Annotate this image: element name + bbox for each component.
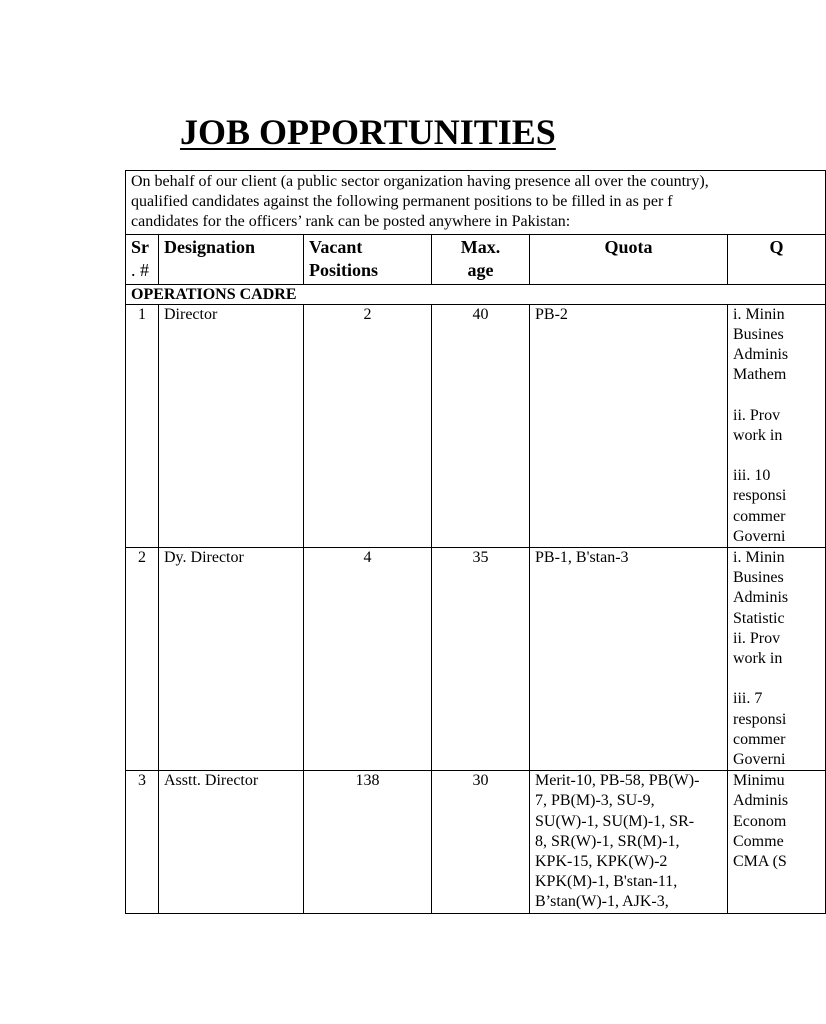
- row-designation: Dy. Director: [159, 548, 304, 771]
- qual-line: Adminis: [733, 346, 789, 364]
- row-sr: 3: [126, 771, 159, 913]
- table-row: [126, 771, 826, 913]
- row-designation: Asstt. Director: [159, 771, 304, 913]
- qual-line: ii. Prov: [733, 629, 781, 647]
- qual-line: i. Minin: [733, 549, 785, 567]
- qual-line: Adminis: [733, 792, 789, 810]
- cadre-label: OPERATIONS CADRE: [126, 284, 826, 304]
- header-sr-line2: . #: [131, 259, 149, 280]
- quota-line: 8, SR(W)-1, SR(M)-1,: [535, 832, 680, 850]
- qual-line: Statistic: [733, 609, 785, 627]
- quota-line: B’stan(W)-1, AJK-3,: [535, 893, 669, 911]
- row-vacant: 2: [304, 304, 432, 547]
- qual-line: responsi: [733, 710, 787, 728]
- qual-gap: [733, 385, 820, 405]
- intro-text: [126, 171, 826, 235]
- header-sr-line1: Sr: [131, 236, 149, 257]
- qual-line: iii. 10: [733, 467, 771, 485]
- qual-line: Econom: [733, 812, 787, 830]
- quota-line: KPK-15, KPK(W)-2: [535, 853, 668, 871]
- qual-gap: [733, 669, 820, 689]
- quota-line: SU(W)-1, SU(M)-1, SR-: [535, 812, 695, 830]
- qual-line: Governi: [733, 751, 786, 769]
- row-sr: 1: [126, 304, 159, 547]
- cadre-row: [126, 284, 826, 304]
- row-quota: [530, 304, 728, 547]
- job-table: [125, 170, 826, 914]
- header-maxage-line1: Max.: [460, 236, 501, 257]
- qual-line: Governi: [733, 527, 786, 545]
- qual-line: Busines: [733, 325, 784, 343]
- row-qualification: [728, 771, 826, 913]
- quota-line: KPK(M)-1, B'stan-11,: [535, 873, 678, 891]
- intro-row: [126, 171, 826, 235]
- qual-line: iii. 7: [733, 690, 763, 708]
- qual-line: i. Minin: [733, 305, 785, 323]
- header-max-age: [432, 234, 530, 284]
- quota-line: PB-1, B'stan-3: [535, 549, 629, 567]
- intro-line: candidates for the officers’ rank can be posted anywhere in Pakistan:: [131, 213, 571, 231]
- header-designation: Designation: [159, 234, 304, 284]
- qual-line: work in: [733, 426, 783, 444]
- quota-line: 7, PB(M)-3, SU-9,: [535, 792, 655, 810]
- row-qualification: [728, 548, 826, 771]
- quota-line: Merit-10, PB-58, PB(W)-: [535, 772, 700, 790]
- qual-line: ii. Prov: [733, 406, 781, 424]
- table-row: [126, 548, 826, 771]
- qual-line: work in: [733, 650, 783, 668]
- row-sr: 2: [126, 548, 159, 771]
- header-maxage-line2: age: [467, 259, 494, 280]
- quota-line: PB-2: [535, 305, 568, 323]
- row-vacant: 4: [304, 548, 432, 771]
- qual-line: commer: [733, 730, 786, 748]
- qual-line: Comme: [733, 832, 784, 850]
- table-row: [126, 304, 826, 547]
- row-designation: Director: [159, 304, 304, 547]
- row-qualification: [728, 304, 826, 547]
- page-title: JOB OPPORTUNITIES: [180, 112, 556, 152]
- row-max-age: 40: [432, 304, 530, 547]
- qual-line: commer: [733, 507, 786, 525]
- intro-line: qualified candidates against the following permanent positions to be filled in as per f: [131, 193, 673, 211]
- qual-line: Adminis: [733, 589, 789, 607]
- header-vacant-line1: Vacant: [309, 236, 363, 257]
- header-vacant: [304, 234, 432, 284]
- row-vacant: 138: [304, 771, 432, 913]
- header-qualification: Q: [728, 234, 826, 284]
- qual-line: Minimu: [733, 772, 785, 790]
- qual-line: CMA (S: [733, 853, 787, 871]
- header-quota: Quota: [530, 234, 728, 284]
- header-sr: [126, 234, 159, 284]
- qual-line: responsi: [733, 487, 787, 505]
- qual-gap: [733, 446, 820, 466]
- header-vacant-line2: Positions: [309, 259, 379, 280]
- row-max-age: 35: [432, 548, 530, 771]
- row-max-age: 30: [432, 771, 530, 913]
- row-quota: [530, 548, 728, 771]
- intro-line: On behalf of our client (a public sector organization having presence all over the country),: [131, 173, 709, 190]
- qual-line: Mathem: [733, 366, 787, 384]
- header-row: [126, 234, 826, 284]
- qual-line: Busines: [733, 569, 784, 587]
- row-quota: [530, 771, 728, 913]
